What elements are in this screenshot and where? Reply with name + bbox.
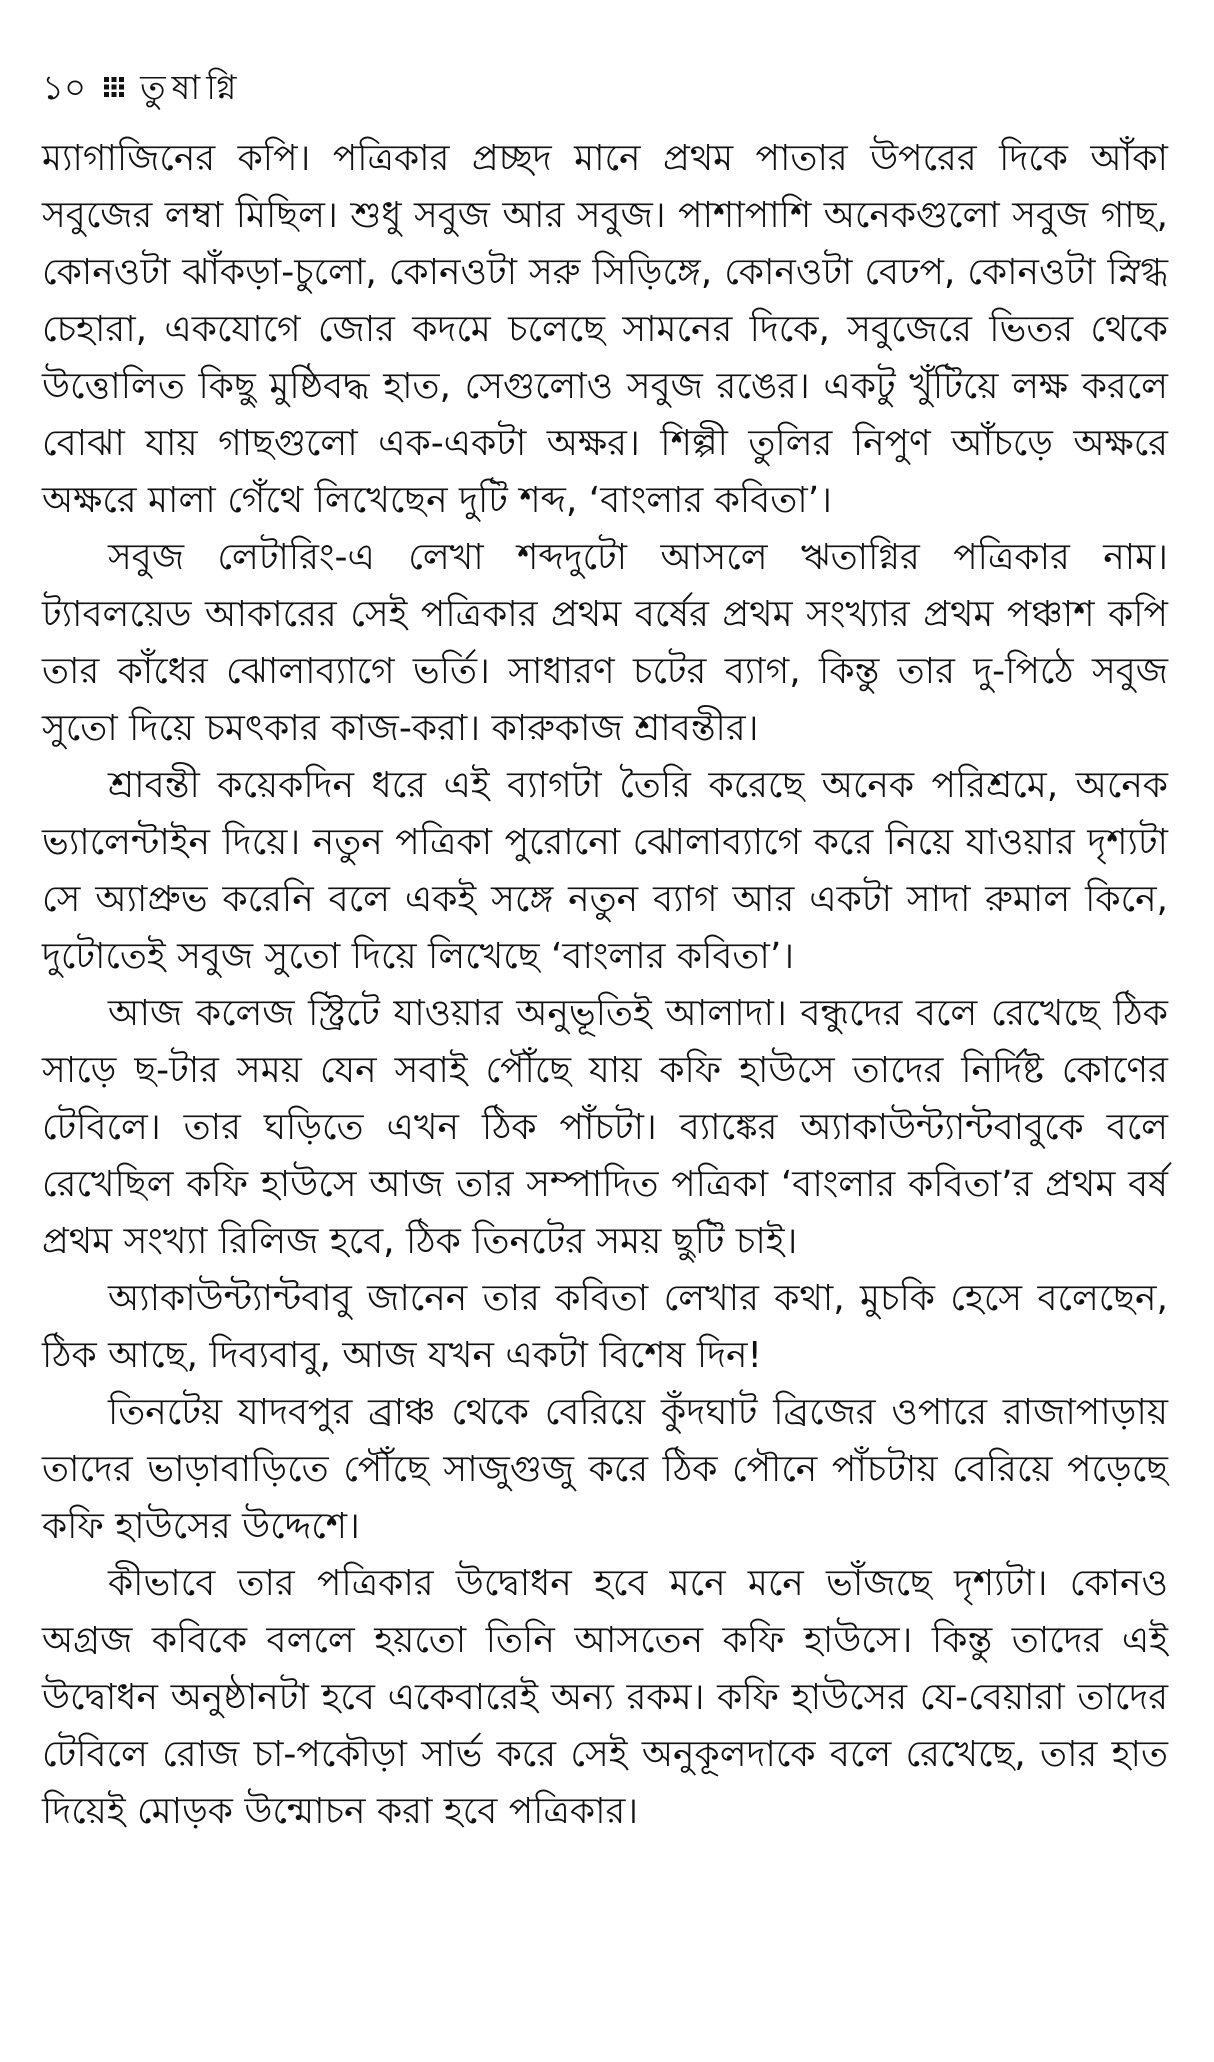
paragraph: কীভাবে তার পত্রিকার উদ্বোধন হবে মনে মনে ভাঁজছে দৃশ্যটা। কোনও অগ্রজ কবিকে বললে হয়তো তিনি আসতেন কফি হাউসে। কিন্তু তাদের এই উদ্বোধন অনুষ্ঠানটা হবে একেবারেই অন্য রকম। কফি হাউসের যে-বেয়ারা তাদের টেবিলে রোজ চা-পকৌড়া সার্ভ করে সেই অনুকূলদাকে বলে রেখেছে, তার হাত দিয়েই মোড়ক উন্মোচন করা হবে পত্রিকার। bbox=[42, 1563, 1168, 1832]
paragraph: সবুজ লেটারিং-এ লেখা শব্দদুটো আসলে ঋতাগ্নির পত্রিকার নাম। ট্যাবলয়েড আকারের সেই পত্রিকার প্রথম বর্ষের প্রথম সংখ্যার প্রথম পঞ্চাশ কপি তার কাঁধের ঝোলাব্যাগে ভর্তি। সাধারণ চটের ব্যাগ, কিন্তু তার দু-পিঠে সবুজ সুতো দিয়ে চমৎকার কাজ-করা। কারুকাজ শ্রাবন্তীর। bbox=[42, 537, 1168, 749]
running-header bbox=[42, 66, 242, 110]
paragraph: ম্যাগাজিনের কপি। পত্রিকার প্রচ্ছদ মানে প্রথম পাতার উপরের দিকে আঁকা সবুজের লম্বা মিছিল। শুধু সবুজ আর সবুজ। পাশাপাশি অনেকগুলো সবুজ গাছ, কোনওটা ঝাঁকড়া-চুলো, কোনওটা সরু সিড়িঙ্গে, কোনওটা বেঢপ, কোনওটা স্নিগ্ধ চেহারা, একযোগে জোর কদমে চলেছে সামনের দিকে, সবুজেরে ভিতর থেকে উত্তোলিত কিছু মুষ্ঠিবদ্ধ হাত, সেগুলোও সবুজ রঙের। একটু খুঁটিয়ে লক্ষ করলে বোঝা যায় গাছগুলো এক-একটা অক্ষর। শিল্পী তুলির নিপুণ আঁচড়ে অক্ষরে অক্ষরে মালা গেঁথে লিখেছেন দুটি শব্দ, ‘বাংলার কবিতা’। bbox=[42, 138, 1168, 521]
paragraph: শ্রাবন্তী কয়েকদিন ধরে এই ব্যাগটা তৈরি করেছে অনেক পরিশ্রমে, অনেক ভ্যালেন্টাইন দিয়ে। নতুন পত্রিকা পুরোনো ঝোলাব্যাগে করে নিয়ে যাওয়ার দৃশ্যটা সে অ্যাপ্রুভ করেনি বলে একই সঙ্গে নতুন ব্যাগ আর একটা সাদা রুমাল কিনে, দুটোতেই সবুজ সুতো দিয়ে লিখেছে ‘বাংলার কবিতা’। bbox=[42, 765, 1168, 977]
book-title: তুষাগ্নি bbox=[140, 68, 243, 108]
paragraph: তিনটেয় যাদবপুর ব্রাঞ্চ থেকে বেরিয়ে কুঁদঘাট ব্রিজের ওপারে রাজাপাড়ায় তাদের ভাড়াবাড়িতে পৌঁছে সাজুগুজু করে ঠিক পৌনে পাঁচটায় বেরিয়ে পড়েছে কফি হাউসের উদ্দেশে। bbox=[42, 1392, 1168, 1547]
paragraph: আজ কলেজ স্ট্রিটে যাওয়ার অনুভূতিই আলাদা। বন্ধুদের বলে রেখেছে ঠিক সাড়ে ছ-টার সময় যেন সবাই পৌঁছে যায় কফি হাউসে তাদের নির্দিষ্ট কোণের টেবিলে। তার ঘড়িতে এখন ঠিক পাঁচটা। ব্যাঙ্কের অ্যাকাউন্ট্যান্টবাবুকে বলে রেখেছিল কফি হাউসে আজ তার সম্পাদিত পত্রিকা ‘বাংলার কবিতা’র প্রথম বর্ষ প্রথম সংখ্যা রিলিজ হবে, ঠিক তিনটের সময় ছুটি চাই। bbox=[42, 993, 1168, 1262]
body-text bbox=[42, 130, 1168, 1840]
paragraph: অ্যাকাউন্ট্যান্টবাবু জানেন তার কবিতা লেখার কথা, মুচকি হেসে বলেছেন, ঠিক আছে, দিব্যবাবু, আজ যখন একটা বিশেষ দিন! bbox=[42, 1278, 1168, 1376]
page-number: ১০ bbox=[42, 68, 87, 108]
ornament-icon bbox=[102, 75, 126, 99]
